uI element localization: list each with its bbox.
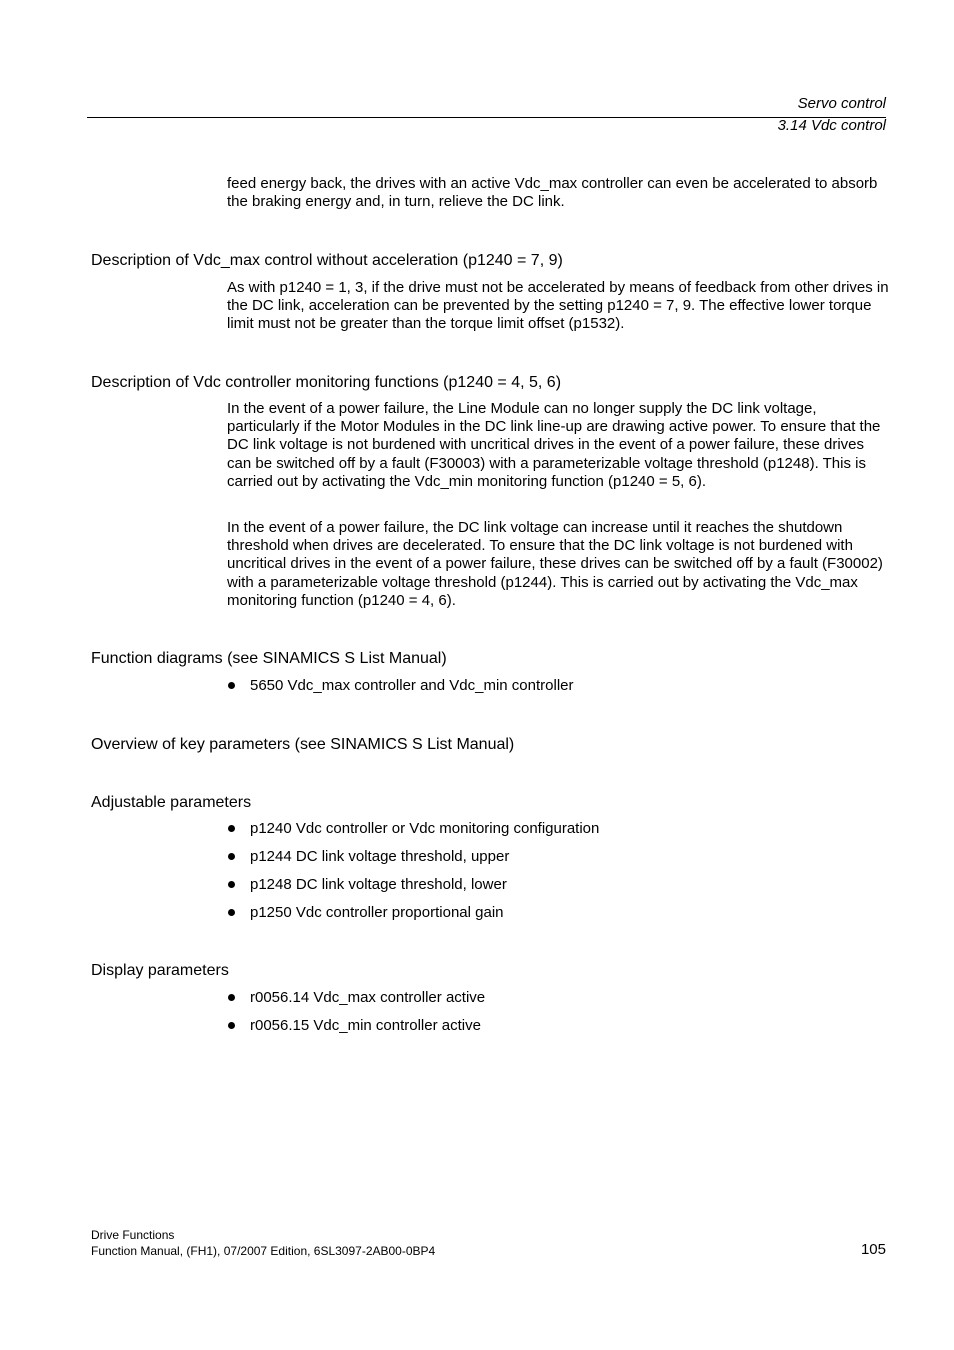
footer-edition: Function Manual, (FH1), 07/2007 Edition, 6SL3097-2AB00-0BP4 <box>91 1244 436 1258</box>
heading-vdc-max-without-acceleration: Description of Vdc_max control without acceleration (p1240 = 7, 9) <box>91 252 563 269</box>
paragraph-vdc-max-without-acceleration: As with p1240 = 1, 3, if the drive must not be accelerated by means of feedback from other drives in the DC link, acceleration can be prevented by the setting p1240 = 7, 9. The effective lower torque limit must not be greater than the torque limit offset (p1532). <box>227 279 889 333</box>
header-section: 3.14 Vdc control <box>777 117 886 134</box>
heading-display-parameters: Display parameters <box>91 962 229 979</box>
intro-paragraph: feed energy back, the drives with an active Vdc_max controller can even be accelerated to absorb the braking energy and, in turn, relieve the DC link. <box>227 175 878 211</box>
header-chapter: Servo control <box>797 95 886 112</box>
bullet-icon <box>228 682 235 689</box>
heading-key-parameters: Overview of key parameters (see SINAMICS S List Manual) <box>91 736 515 753</box>
bullet-icon <box>228 853 235 860</box>
heading-adjustable-parameters: Adjustable parameters <box>91 794 252 811</box>
footer-title: Drive Functions <box>91 1228 175 1242</box>
paragraph-vdc-max-monitoring: In the event of a power failure, the DC link voltage can increase until it reaches the shutdown threshold when drives are decelerated. To ensure that the DC link voltage is not burdened with uncritical drives in the event of a power failure, these drives can be switched off by a fault (F30002) with a parameterizable voltage threshold (p1244). This is carried out by activating the Vdc_max monitoring function (p1240 = 4, 6). <box>227 519 883 609</box>
bullet-icon <box>228 881 235 888</box>
paragraph-vdc-min-monitoring: In the event of a power failure, the Line Module can no longer supply the DC link voltage, particularly if the Motor Modules in the DC link line-up are drawing active power. To ensure that the DC link voltage is not burdened with uncritical drives in the event of a power failure, these drives can be switched off by a fault (F30003) with a parameterizable voltage threshold (p1248). This is carried out by activating the Vdc_min monitoring function (p1240 = 5, 6). <box>227 400 881 490</box>
bullet-icon <box>228 909 235 916</box>
heading-vdc-monitoring-functions: Description of Vdc controller monitoring functions (p1240 = 4, 5, 6) <box>91 374 562 391</box>
page-number: 105 <box>860 1241 886 1258</box>
header-divider <box>87 117 886 118</box>
bullet-icon <box>228 825 235 832</box>
bullet-icon <box>228 1022 235 1029</box>
heading-function-diagrams: Function diagrams (see SINAMICS S List Manual) <box>91 650 447 667</box>
bullet-icon <box>228 994 235 1001</box>
